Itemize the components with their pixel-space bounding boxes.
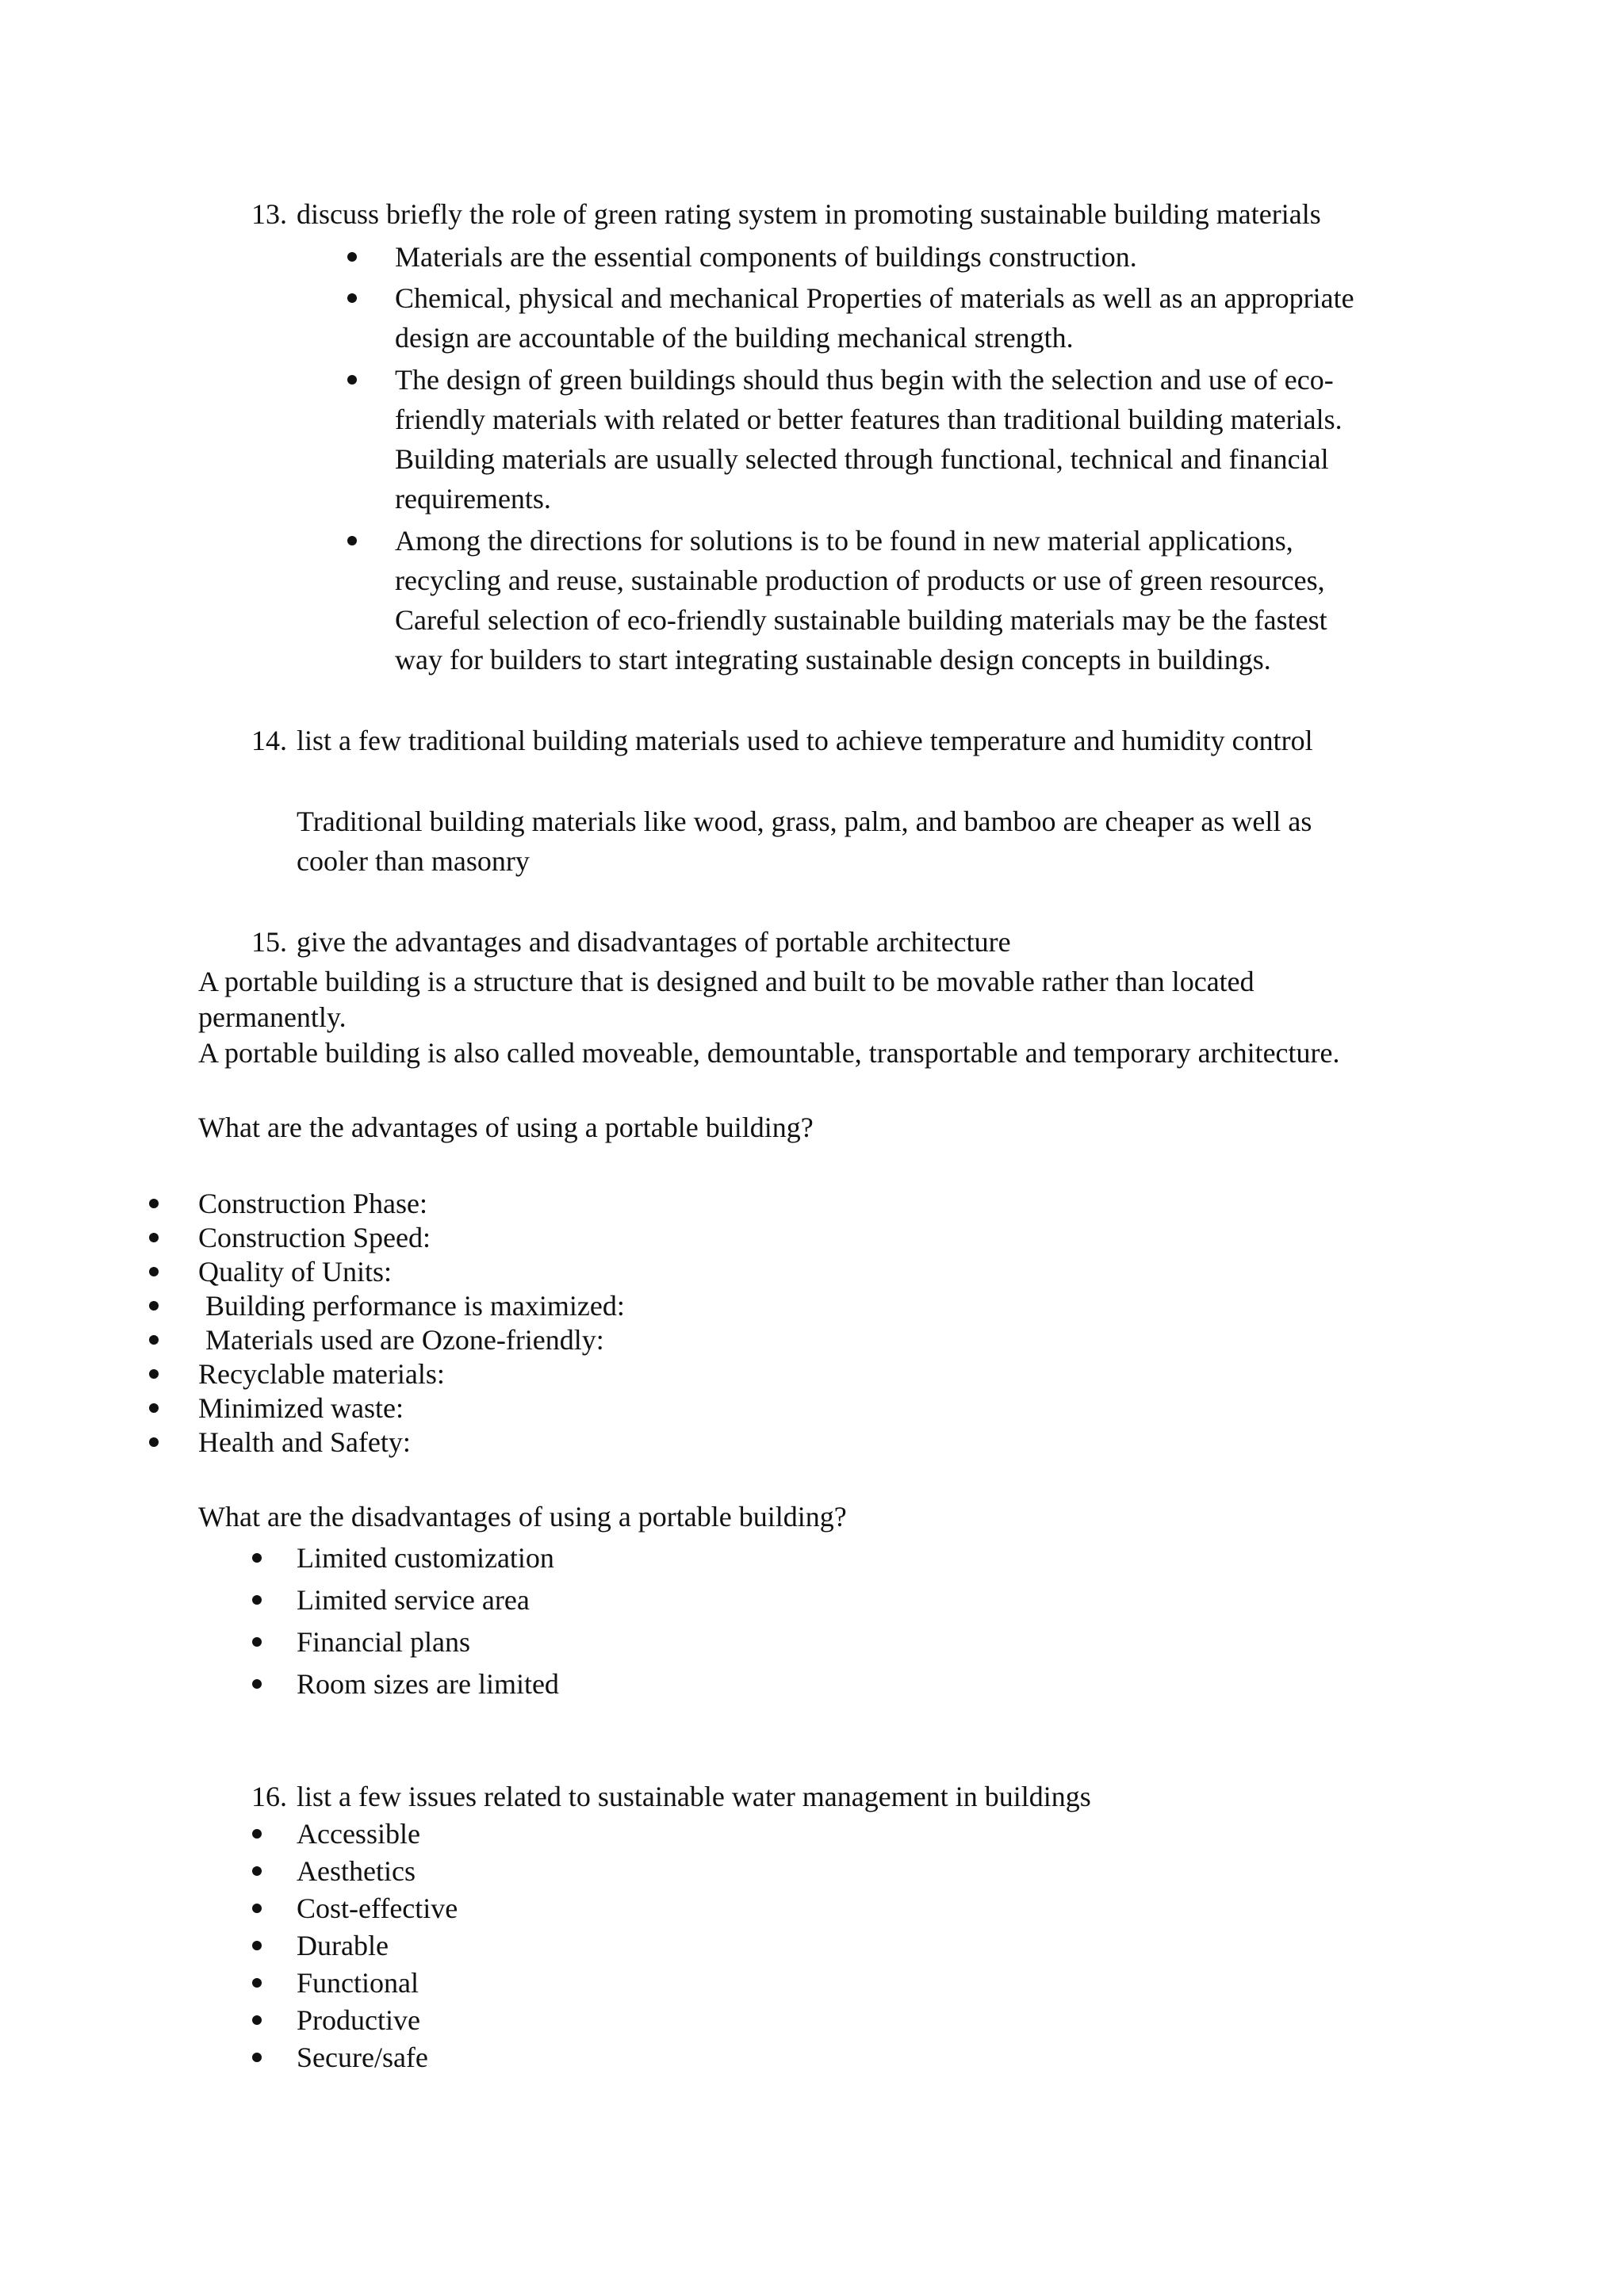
q16-item: Functional xyxy=(297,1967,419,1999)
bullet-icon xyxy=(252,1595,262,1605)
q15-disadvantages-heading: What are the disadvantages of using a portable building? xyxy=(198,1501,847,1533)
q13-bullet-2-line-2: design are accountable of the building mechanical strength. xyxy=(395,322,1074,354)
q15-disadvantage-item: Financial plans xyxy=(297,1626,470,1658)
q16-item: Cost-effective xyxy=(297,1892,458,1924)
q13-bullet-3-line-3: Building materials are usually selected through functional, technical and financial xyxy=(395,443,1329,475)
bullet-icon xyxy=(252,1941,262,1950)
question-16-number: 16. xyxy=(251,1781,287,1812)
bullet-icon xyxy=(252,1978,262,1988)
q15-advantage-item: Minimized waste: xyxy=(198,1392,404,1424)
bullet-icon xyxy=(149,1403,159,1413)
bullet-icon xyxy=(149,1301,159,1311)
bullet-icon xyxy=(149,1335,159,1345)
bullet-icon xyxy=(149,1369,159,1379)
q14-answer-line-2: cooler than masonry xyxy=(297,845,530,877)
bullet-icon xyxy=(347,293,357,303)
q13-bullet-4-line-1: Among the directions for solutions is to be found in new material applications, xyxy=(395,525,1293,557)
q16-item: Secure/safe xyxy=(297,2042,428,2073)
q15-intro-line-2: permanently. xyxy=(198,1001,347,1033)
q15-intro-line-3: A portable building is also called moveable, demountable, transportable and temporary architecture. xyxy=(198,1037,1340,1069)
q15-advantage-item: Building performance is maximized: xyxy=(198,1290,625,1322)
bullet-icon xyxy=(149,1233,159,1242)
q15-advantage-item: Quality of Units: xyxy=(198,1256,392,1288)
bullet-icon xyxy=(252,1904,262,1913)
bullet-icon xyxy=(252,1553,262,1563)
bullet-icon xyxy=(347,252,357,262)
q15-advantage-item: Recyclable materials: xyxy=(198,1358,445,1390)
question-15-title: give the advantages and disadvantages of portable architecture xyxy=(297,926,1011,958)
q15-intro-line-1: A portable building is a structure that is designed and built to be movable rather than located xyxy=(198,966,1254,997)
bullet-icon xyxy=(347,375,357,385)
q13-bullet-1-line-1: Materials are the essential components of buildings construction. xyxy=(395,241,1137,273)
q13-bullet-3-line-2: friendly materials with related or better features than traditional building materials. xyxy=(395,404,1342,435)
bullet-icon xyxy=(252,2053,262,2062)
question-13-title: discuss briefly the role of green rating system in promoting sustainable building materials xyxy=(297,198,1321,230)
q13-bullet-4-line-4: way for builders to start integrating sustainable design concepts in buildings. xyxy=(395,644,1271,675)
question-15-number: 15. xyxy=(251,926,287,958)
bullet-icon xyxy=(252,1866,262,1876)
q15-advantage-item: Health and Safety: xyxy=(198,1426,411,1458)
q13-bullet-4-line-3: Careful selection of eco-friendly sustainable building materials may be the fastest xyxy=(395,604,1327,636)
q13-bullet-4-line-2: recycling and reuse, sustainable production of products or use of green resources, xyxy=(395,564,1325,596)
q16-item: Aesthetics xyxy=(297,1855,416,1887)
q15-disadvantage-item: Room sizes are limited xyxy=(297,1668,559,1700)
q13-bullet-3-line-4: requirements. xyxy=(395,483,551,515)
q15-advantages-heading: What are the advantages of using a portable building? xyxy=(198,1112,814,1143)
q15-advantage-item: Materials used are Ozone-friendly: xyxy=(198,1324,604,1356)
q14-answer-line-1: Traditional building materials like wood, grass, palm, and bamboo are cheaper as well as xyxy=(297,806,1312,837)
question-14-title: list a few traditional building materials used to achieve temperature and humidity control xyxy=(297,725,1313,756)
q16-item: Accessible xyxy=(297,1818,420,1850)
bullet-icon xyxy=(252,1829,262,1839)
q13-bullet-3-line-1: The design of green buildings should thus begin with the selection and use of eco- xyxy=(395,364,1334,396)
q15-advantage-item: Construction Phase: xyxy=(198,1188,427,1219)
question-13-number: 13. xyxy=(251,198,287,230)
bullet-icon xyxy=(252,1637,262,1647)
bullet-icon xyxy=(252,2015,262,2025)
question-16-title: list a few issues related to sustainable water management in buildings xyxy=(297,1781,1091,1812)
bullet-icon xyxy=(149,1267,159,1276)
q16-item: Productive xyxy=(297,2004,420,2036)
bullet-icon xyxy=(252,1679,262,1689)
bullet-icon xyxy=(149,1437,159,1447)
q15-disadvantage-item: Limited customization xyxy=(297,1542,554,1574)
q13-bullet-2-line-1: Chemical, physical and mechanical Properties of materials as well as an appropriate xyxy=(395,282,1354,314)
bullet-icon xyxy=(347,536,357,545)
q15-disadvantage-item: Limited service area xyxy=(297,1584,530,1616)
bullet-icon xyxy=(149,1199,159,1208)
q16-item: Durable xyxy=(297,1930,389,1961)
q15-advantage-item: Construction Speed: xyxy=(198,1222,431,1253)
question-14-number: 14. xyxy=(251,725,287,756)
